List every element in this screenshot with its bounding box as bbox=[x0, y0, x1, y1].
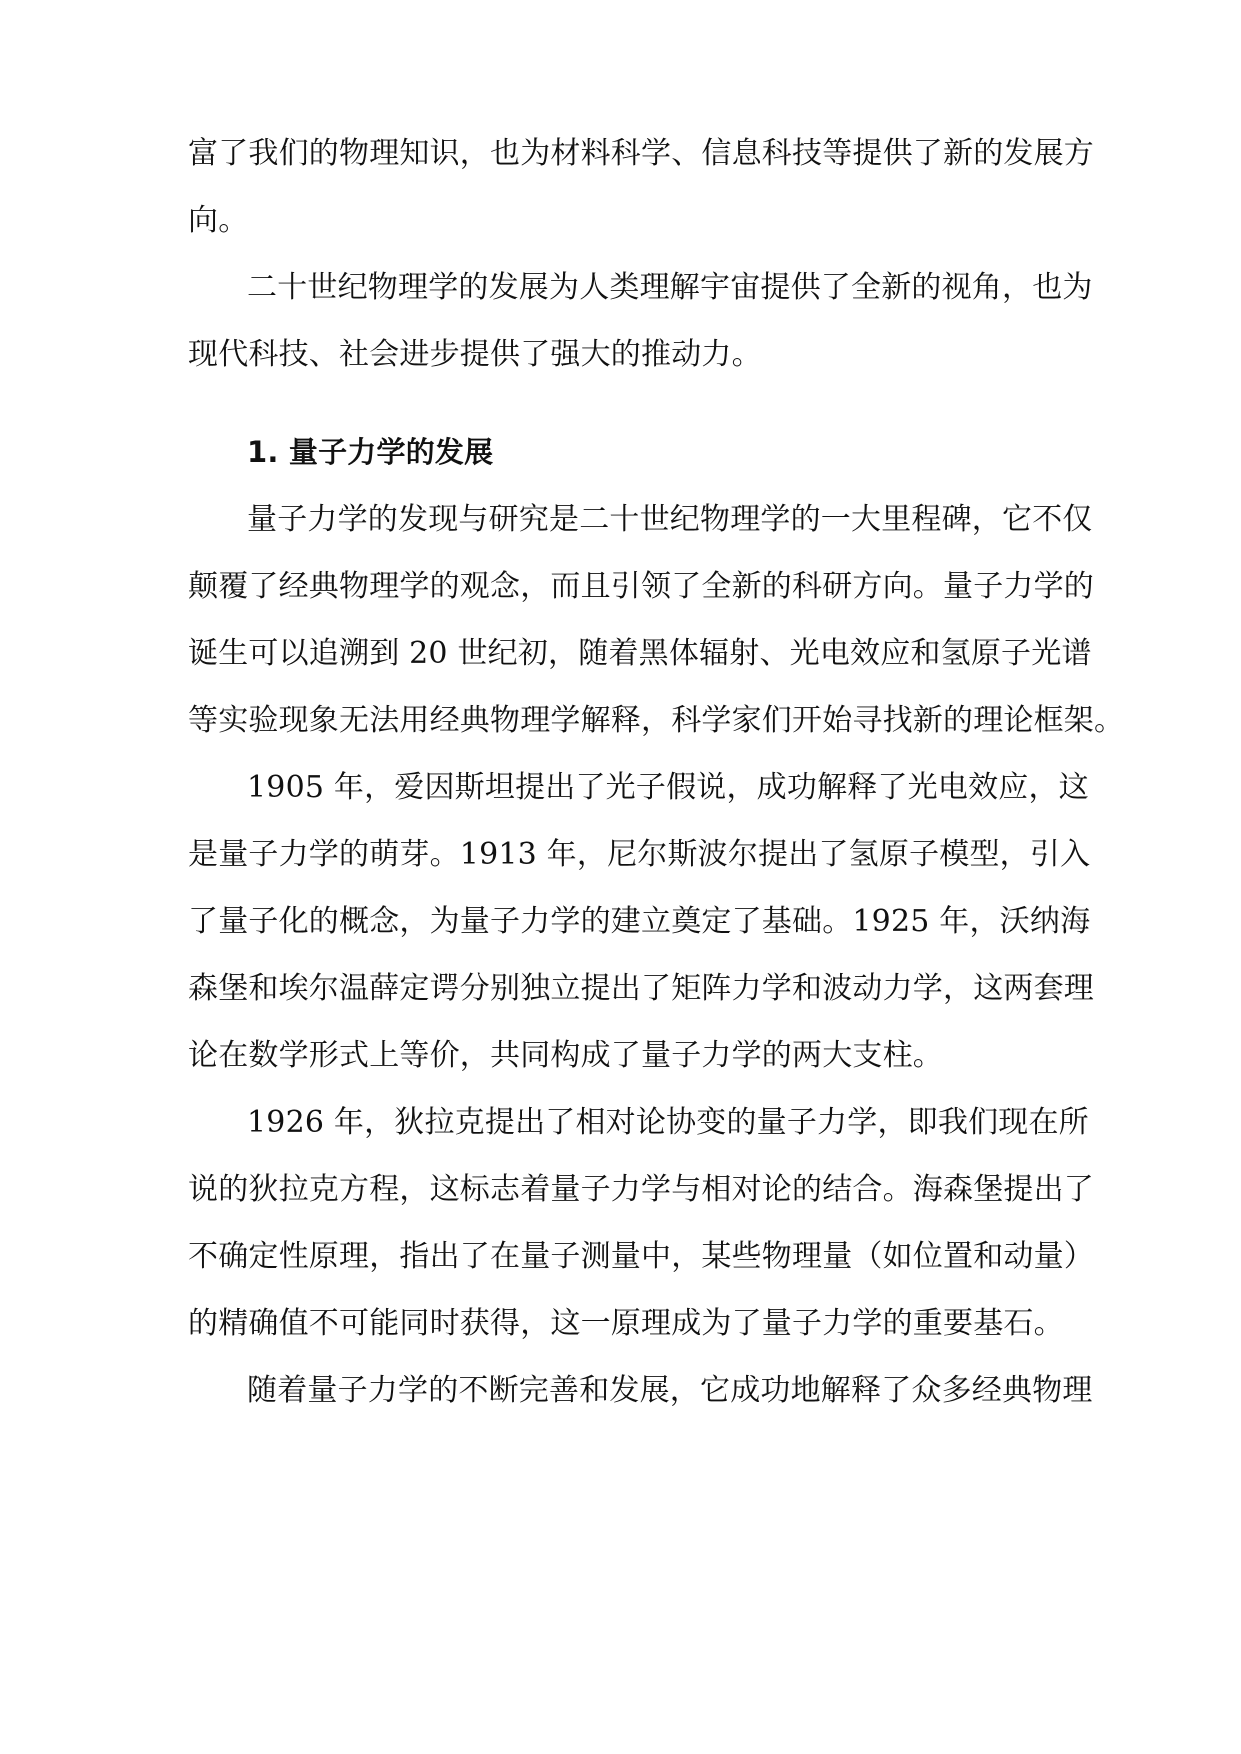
paragraph-1-line-1: 量子力学的发现与研究是二十世纪物理学的一大里程碑，它不仅 bbox=[247, 502, 1093, 537]
paragraph-2-line-5: 论在数学形式上等价，共同构成了量子力学的两大支柱。 bbox=[188, 1038, 943, 1073]
paragraph-4-line-1: 随着量子力学的不断完善和发展，它成功地解释了众多经典物理 bbox=[247, 1373, 1093, 1408]
intro-continuation-line-1: 富了我们的物理知识，也为材料科学、信息科技等提供了新的发展方 bbox=[188, 136, 1094, 171]
intro-paragraph-line-2: 现代科技、社会进步提供了强大的推动力。 bbox=[188, 337, 762, 372]
section-heading: 1. 量子力学的发展 bbox=[247, 435, 494, 469]
intro-paragraph-line-1: 二十世纪物理学的发展为人类理解宇宙提供了全新的视角，也为 bbox=[247, 270, 1093, 305]
paragraph-1-line-4: 等实验现象无法用经典物理学解释，科学家们开始寻找新的理论框架。 bbox=[188, 703, 1125, 738]
paragraph-2-line-4: 森堡和埃尔温薛定谔分别独立提出了矩阵力学和波动力学，这两套理 bbox=[188, 971, 1094, 1006]
paragraph-2-line-1: 1905 年，爱因斯坦提出了光子假说，成功解释了光电效应，这 bbox=[247, 770, 1089, 805]
intro-continuation-line-2: 向。 bbox=[188, 203, 249, 238]
paragraph-3-line-1: 1926 年，狄拉克提出了相对论协变的量子力学，即我们现在所 bbox=[247, 1105, 1089, 1140]
paragraph-1-line-3: 诞生可以追溯到 20 世纪初，随着黑体辐射、光电效应和氢原子光谱 bbox=[188, 636, 1092, 671]
paragraph-3-line-2: 说的狄拉克方程，这标志着量子力学与相对论的结合。海森堡提出了 bbox=[188, 1172, 1094, 1207]
paragraph-1-line-2: 颠覆了经典物理学的观念，而且引领了全新的科研方向。量子力学的 bbox=[188, 569, 1094, 604]
paragraph-2-line-3: 了量子化的概念，为量子力学的建立奠定了基础。1925 年，沃纳海 bbox=[188, 904, 1091, 939]
paragraph-3-line-3: 不确定性原理，指出了在量子测量中，某些物理量（如位置和动量） bbox=[188, 1239, 1094, 1274]
paragraph-3-line-4: 的精确值不可能同时获得，这一原理成为了量子力学的重要基石。 bbox=[188, 1306, 1064, 1341]
paragraph-2-line-2: 是量子力学的萌芽。1913 年，尼尔斯波尔提出了氢原子模型，引入 bbox=[188, 837, 1091, 872]
